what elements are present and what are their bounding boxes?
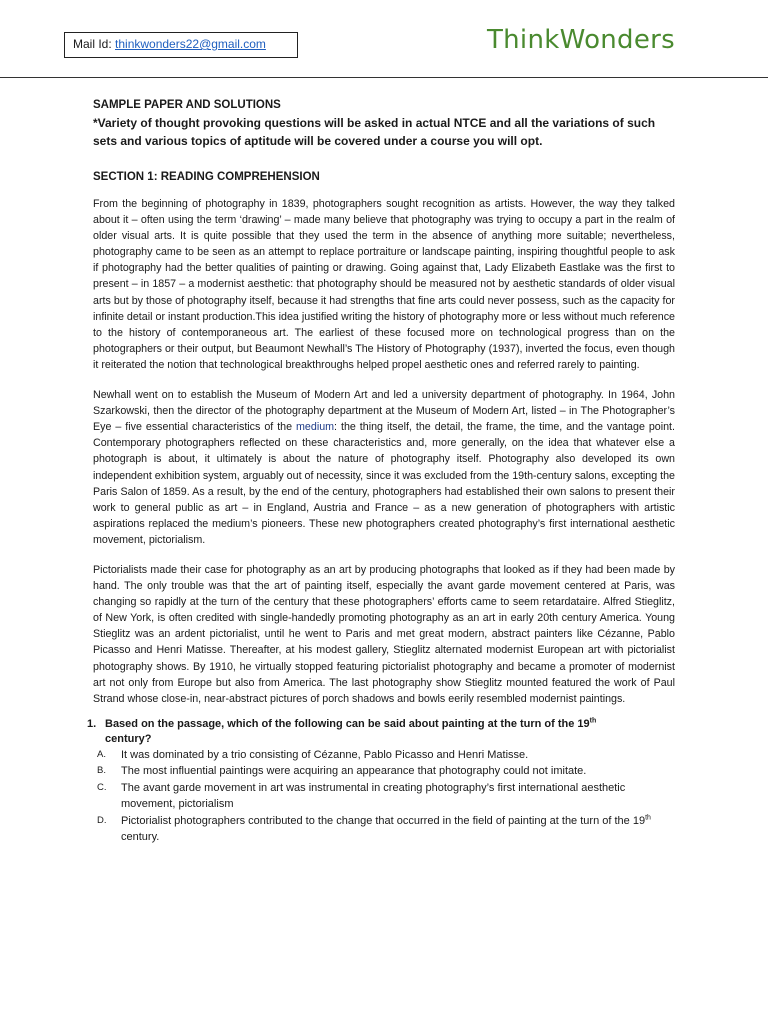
option-d-text-a: Pictorialist photographers contributed to the change that occurred in the field of painting at the turn of the 19	[121, 814, 646, 827]
option-d[interactable]	[93, 813, 675, 846]
passage-paragraph-3: Pictorialists made their case for photography as an art by producing photographs that looked as if they had been made by hand. The only trouble was that the art of painting itself, especially the avant garde movement centered at Paris, was changing so rapidly at the turn of the century that these photographers’ efforts came to seem retardataire. Alfred Stieglitz, of New York, is often credited with single-handedly promoting photography as an art in early 20th century America. Young Stieglitz was an ardent pictorialist, until he went to Paris and met great modern, abstract painters like Cézanne, Pablo Picasso and Henri Matisse. Thereafter, at his modest gallery, Stieglitz alternated modernist European art with pictorialist photography shows. By 1910, he virtually stopped featuring pictorialist photography and became a promoter of modernist art not only from Europe but also from America. The last photography show Stieglitz mounted featured the work of Paul Strand whose close-in, near-abstract pictures of porch shadows and bowls eerily resembled modernist paintings.	[93, 563, 675, 705]
option-letter: C.	[97, 781, 107, 793]
option-text: The most influential paintings were acquiring an appearance that photography could not imitate.	[121, 765, 587, 778]
question-stem	[87, 717, 675, 747]
option-text: It was dominated by a trio consisting of Cézanne, Pablo Picasso and Henri Matisse.	[121, 748, 529, 761]
question-sup: th	[589, 717, 597, 725]
section-heading: SECTION 1: READING COMPREHENSION	[93, 171, 320, 183]
document-body	[87, 96, 676, 846]
question-1	[87, 717, 675, 846]
option-d-text-b: century.	[121, 831, 160, 844]
mail-id-box	[64, 32, 298, 58]
option-d-sup: th	[645, 814, 651, 822]
question-text-b: century?	[105, 732, 152, 745]
option-b[interactable]	[93, 763, 675, 780]
p2-medium-word: medium	[296, 421, 335, 434]
header-divider	[0, 77, 768, 78]
doc-title: SAMPLE PAPER AND SOLUTIONS	[93, 99, 281, 111]
brand-logo: ThinkWonders	[486, 25, 675, 55]
option-letter: B.	[97, 765, 106, 777]
mail-label: Mail Id:	[73, 37, 116, 51]
p2-part-b: : the thing itself, the detail, the frame, the time, and the vantage point. Contemporary photographers reflected on these characteristics and, more generally, on the idea that whatever else a photograph is about, it ultimately is about the nature of photography itself. Photography also developed its own independent exhibition system, arguably out of necessity, since it was excluded from the 19th-century salons, excepting the Paris Salon of 1859. As a result, by the end of the century, photographers had established their own salons to present their work to general public as art – in England, Austria and France – as a new generation of photographers with artistic aspirations replaced the medium’s pioneers. These new photographers created photography’s first international aesthetic movement, pictorialism.	[93, 421, 676, 546]
option-text	[121, 813, 675, 846]
option-a[interactable]	[93, 747, 675, 764]
option-c[interactable]	[93, 780, 675, 813]
question-number: 1.	[87, 717, 97, 730]
mail-link[interactable]: thinkwonders22@gmail.com	[115, 37, 266, 51]
question-text	[105, 717, 625, 747]
option-letter: A.	[97, 748, 106, 760]
option-letter: D.	[97, 814, 107, 826]
question-text-a: Based on the passage, which of the following can be said about painting at the turn of the 19	[105, 717, 590, 730]
passage-paragraph-1: From the beginning of photography in 1839, photographers sought recognition as artists. However, the way they talked about it – often using the term ‘drawing’ – made many believe that photography was trying to occupy a part in the realm of older visual arts. It is quite possible that they used the term in the absence of anything more suitable; nevertheless, photography came to be seen as an attempt to replace portraiture or landscape painting, inspiring thoughtful people to ask if photography had the better qualities of painting or drawing. Going against that, Lady Elizabeth Eastlake was the first to present – in 1857 – a modernist aesthetic: that photography should be measured not by aesthetic standards of older visual arts but by those of photography itself, because it had strengths that fine arts could never possess, such as the capacity for infinite detail or instant production.This idea justified writing the history of photography more or less without much reference to the history of contemporaneous art. The earliest of these focused more on technological progress than on the photographers or their output, but Beaumont Newhall’s The History of Photography (1937), inverted the focus, even though it reiterated the notion that technological breakthroughs helped propel aesthetic ones and referred rarely to painting.	[93, 198, 675, 371]
p2-part-a: Newhall went on to establish the Museum of Modern Art and led a university department of photography. In 1964, John Szarkowski, then the director of the photography department at the Museum of Modern Art, listed – in The Photographer’s Eye – five essential characteristics of the	[93, 389, 675, 434]
passage-paragraph-2	[93, 387, 675, 548]
option-text: The avant garde movement in art was instrumental in creating photography’s first international aesthetic movement, pictorialism	[121, 781, 626, 811]
doc-note: *Variety of thought provoking questions will be asked in actual NTCE and all the variations of such sets and various topics of aptitude will be covered under a course you will opt.	[93, 116, 656, 148]
